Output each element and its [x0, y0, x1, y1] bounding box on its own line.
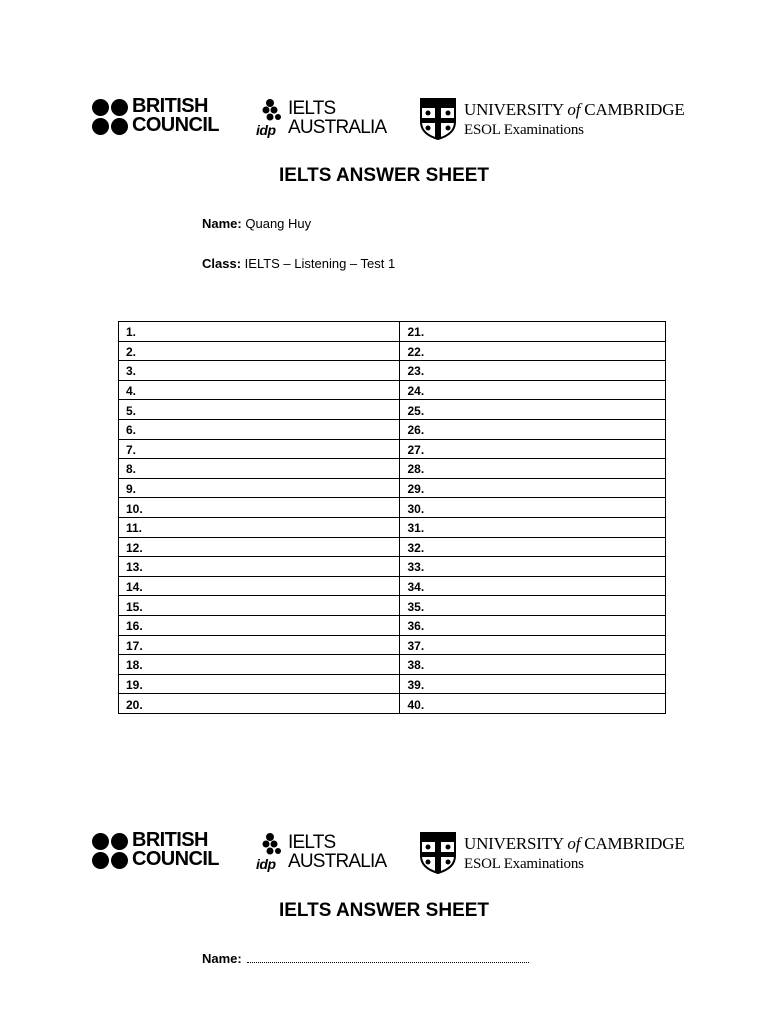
answer-cell: 17.: [119, 635, 400, 655]
cambridge-line2: ESOL Examinations: [464, 856, 584, 872]
table-row: [119, 596, 666, 616]
ielts-australia-logo: [256, 98, 386, 140]
answer-cell: 1.: [119, 322, 400, 342]
logo-row-bottom: [92, 829, 692, 878]
answer-cell: 33.: [400, 557, 666, 577]
table-row: [119, 478, 666, 498]
idp-small-text: idp: [256, 122, 276, 138]
table-row: [119, 419, 666, 439]
answer-cell: 12.: [119, 537, 400, 557]
answer-cell: 20.: [119, 694, 400, 714]
cambridge-shield-icon: [420, 98, 456, 140]
british-council-dots-icon: [92, 833, 128, 869]
answer-cell: 9.: [119, 478, 400, 498]
name-blank-line: [247, 953, 529, 963]
class-label: Class:: [202, 256, 242, 271]
table-row: [119, 361, 666, 381]
table-row: [119, 537, 666, 557]
cambridge-logo: [420, 98, 690, 142]
class-field: [202, 256, 395, 271]
class-value: IELTS – Listening – Test 1: [244, 256, 396, 271]
answer-table: [118, 321, 666, 714]
ielts-australia-line2: AUSTRALIA: [288, 851, 387, 872]
table-row: [119, 400, 666, 420]
name-label: Name:: [202, 951, 242, 966]
logo-row-top: [92, 95, 692, 144]
table-row: [119, 517, 666, 537]
answer-cell: 31.: [400, 517, 666, 537]
cambridge-logo: [420, 832, 690, 876]
name-label: Name:: [202, 216, 242, 231]
answer-cell: 28.: [400, 459, 666, 479]
answer-cell: 6.: [119, 419, 400, 439]
table-row: [119, 655, 666, 675]
answer-cell: 10.: [119, 498, 400, 518]
table-row: [119, 635, 666, 655]
name-field: [202, 216, 311, 231]
answer-cell: 40.: [400, 694, 666, 714]
name-field: [202, 951, 529, 966]
answer-cell: 16.: [119, 615, 400, 635]
british-council-line2: COUNCIL: [132, 114, 219, 136]
answer-cell: 39.: [400, 674, 666, 694]
answer-cell: 14.: [119, 576, 400, 596]
answer-cell: 22.: [400, 341, 666, 361]
table-row: [119, 341, 666, 361]
answer-cell: 30.: [400, 498, 666, 518]
table-row: [119, 498, 666, 518]
table-row: [119, 459, 666, 479]
answer-cell: 24.: [400, 380, 666, 400]
sheet-title: IELTS ANSWER SHEET: [278, 900, 490, 921]
table-row: [119, 439, 666, 459]
answer-cell: 19.: [119, 674, 400, 694]
answer-cell: 11.: [119, 517, 400, 537]
answer-cell: 2.: [119, 341, 400, 361]
british-council-line1: BRITISH: [132, 95, 208, 117]
ielts-australia-line1: IELTS: [288, 832, 336, 853]
answer-cell: 5.: [119, 400, 400, 420]
answer-cell: 13.: [119, 557, 400, 577]
answer-cell: 29.: [400, 478, 666, 498]
answer-cell: 38.: [400, 655, 666, 675]
table-row: [119, 322, 666, 342]
ielts-australia-line1: IELTS: [288, 98, 336, 119]
table-row: [119, 674, 666, 694]
sheet-title: IELTS ANSWER SHEET: [278, 165, 490, 186]
british-council-line2: COUNCIL: [132, 848, 219, 870]
answer-cell: 26.: [400, 419, 666, 439]
table-row: [119, 380, 666, 400]
answer-cell: 18.: [119, 655, 400, 675]
cambridge-shield-icon: [420, 832, 456, 874]
british-council-dots-icon: [92, 99, 128, 135]
answer-cell: 37.: [400, 635, 666, 655]
idp-small-text: idp: [256, 856, 276, 872]
table-row: [119, 694, 666, 714]
answer-cell: 4.: [119, 380, 400, 400]
answer-cell: 34.: [400, 576, 666, 596]
name-value: Quang Huy: [245, 216, 312, 231]
cambridge-line2: ESOL Examinations: [464, 122, 584, 138]
ielts-australia-line2: AUSTRALIA: [288, 117, 387, 138]
table-row: [119, 576, 666, 596]
answer-cell: 35.: [400, 596, 666, 616]
answer-cell: 21.: [400, 322, 666, 342]
table-row: [119, 557, 666, 577]
answer-cell: 15.: [119, 596, 400, 616]
answer-cell: 25.: [400, 400, 666, 420]
answer-cell: 32.: [400, 537, 666, 557]
cambridge-line1: UNIVERSITY of CAMBRIDGE: [464, 834, 685, 853]
answer-cell: 23.: [400, 361, 666, 381]
ielts-australia-logo: [256, 832, 386, 874]
table-row: [119, 615, 666, 635]
british-council-logo: [92, 829, 222, 872]
answer-cell: 36.: [400, 615, 666, 635]
answer-cell: 8.: [119, 459, 400, 479]
answer-cell: 3.: [119, 361, 400, 381]
cambridge-line1: UNIVERSITY of CAMBRIDGE: [464, 100, 685, 119]
answer-cell: 7.: [119, 439, 400, 459]
british-council-logo: [92, 95, 222, 138]
british-council-line1: BRITISH: [132, 829, 208, 851]
answer-cell: 27.: [400, 439, 666, 459]
